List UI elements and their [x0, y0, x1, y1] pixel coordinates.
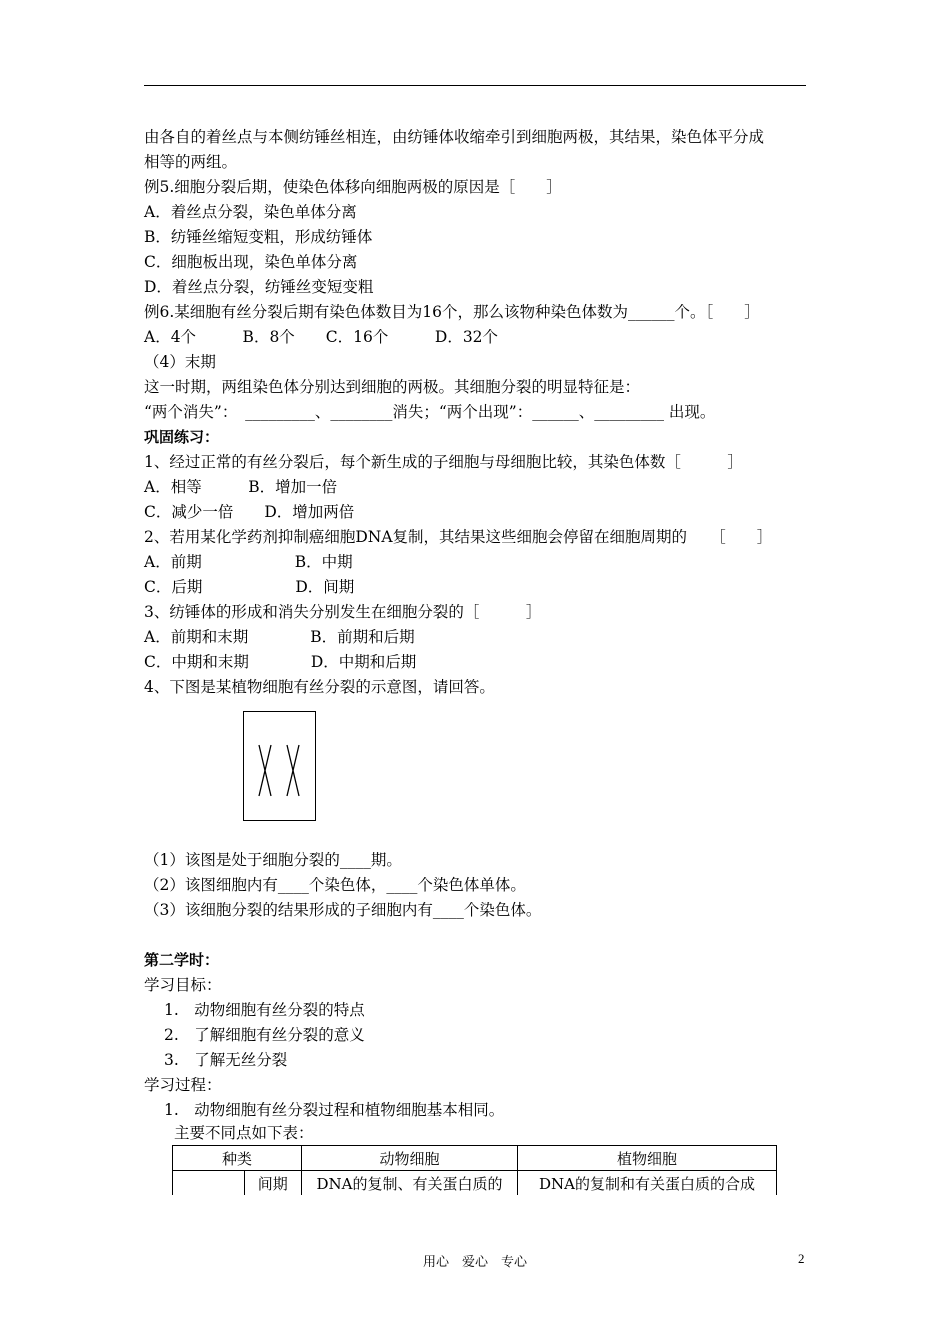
goal-item-1: 1. 动物细胞有丝分裂的特点	[164, 1001, 365, 1019]
header-cell-plant: 植物细胞	[518, 1146, 777, 1171]
learning-process-label: 学习过程：	[144, 1076, 222, 1094]
option-b: B．纺锤丝缩短变粗，形成纺锤体	[144, 228, 373, 246]
options-q3-row1: A．前期和末期 B．前期和后期	[144, 628, 415, 646]
section-heading-practice: 巩固练习：	[144, 428, 220, 446]
table-cell	[173, 1171, 245, 1196]
section-heading-lesson-2: 第二学时：	[144, 951, 220, 969]
options-q2-row2: C．后期 D．间期	[144, 578, 355, 596]
goal-item-2: 2. 了解细胞有丝分裂的意义	[164, 1026, 365, 1044]
sub-question-3: （3）该细胞分裂的结果形成的子细胞内有____个染色体。	[144, 901, 542, 919]
option-d: D．着丝点分裂，纺锤丝变短变粗	[144, 278, 374, 296]
section-telophase: （4）末期	[144, 353, 216, 371]
process-item-1: 1. 动物细胞有丝分裂过程和植物细胞基本相同。	[164, 1101, 505, 1119]
header-cell-animal: 动物细胞	[302, 1146, 518, 1171]
header-cell-type: 种类	[173, 1146, 302, 1171]
question-1: 1、经过正常的有丝分裂后，每个新生成的子细胞与母细胞比较，其染色体数［ ］	[144, 453, 743, 471]
text-line: 由各自的着丝点与本侧纺锤丝相连，由纺锤体收缩牵引到细胞两极，其结果，染色体平分成	[144, 128, 765, 146]
option-a: A．着丝点分裂，染色单体分离	[144, 203, 357, 221]
text-line: 这一时期，两组染色体分别达到细胞的两极。其细胞分裂的明显特征是：	[144, 378, 641, 396]
table-header-row	[173, 1146, 777, 1171]
question-example-6: 例6.某细胞有丝分裂后期有染色体数目为16个，那么该物种染色体数为______个。［ ］	[144, 303, 760, 321]
sub-question-1: （1）该图是处于细胞分裂的____期。	[144, 851, 402, 869]
page-number: 2	[798, 1251, 805, 1266]
question-example-5: 例5.细胞分裂后期，使染色体移向细胞两极的原因是［ ］	[144, 178, 562, 196]
comparison-table	[172, 1145, 777, 1195]
sub-question-2: （2）该图细胞内有____个染色体，____个染色体单体。	[144, 876, 526, 894]
question-3: 3、纺锤体的形成和消失分别发生在细胞分裂的［ ］	[144, 603, 542, 621]
option-c: C．细胞板出现，染色单体分离	[144, 253, 358, 271]
options-q1-row1: A．相等 B．增加一倍	[144, 478, 338, 496]
header-rule	[144, 85, 806, 86]
chromosome-drawing	[244, 712, 317, 822]
table-intro: 主要不同点如下表：	[174, 1124, 314, 1142]
table-cell-interphase: 间期	[244, 1171, 301, 1196]
table-row	[173, 1171, 777, 1196]
learning-goals-label: 学习目标：	[144, 976, 222, 994]
options-q2-row1: A．前期 B．中期	[144, 553, 353, 571]
page-footer: 用心 爱心 专心	[422, 1255, 527, 1270]
cell-division-figure	[243, 711, 316, 821]
text-line: 相等的两组。	[144, 153, 238, 171]
table-cell-animal-interphase: DNA的复制、有关蛋白质的	[302, 1171, 518, 1196]
options-q3-row2: C．中期和末期 D．中期和后期	[144, 653, 417, 671]
options-q1-row2: C．减少一倍 D．增加两倍	[144, 503, 355, 521]
goal-item-3: 3. 了解无丝分裂	[164, 1051, 288, 1069]
options-example-6: A．4个 B．8个 C．16个 D．32个	[144, 328, 499, 346]
fill-blank-line: “两个消失”： _________、________消失；“两个出现”：______、_________ 出现。	[144, 403, 716, 421]
question-4: 4、下图是某植物细胞有丝分裂的示意图，请回答。	[144, 678, 495, 696]
table-cell-plant-interphase: DNA的复制和有关蛋白质的合成	[518, 1171, 777, 1196]
question-2: 2、若用某化学药剂抑制癌细胞DNA复制，其结果这些细胞会停留在细胞周期的 ［ ］	[144, 528, 773, 546]
